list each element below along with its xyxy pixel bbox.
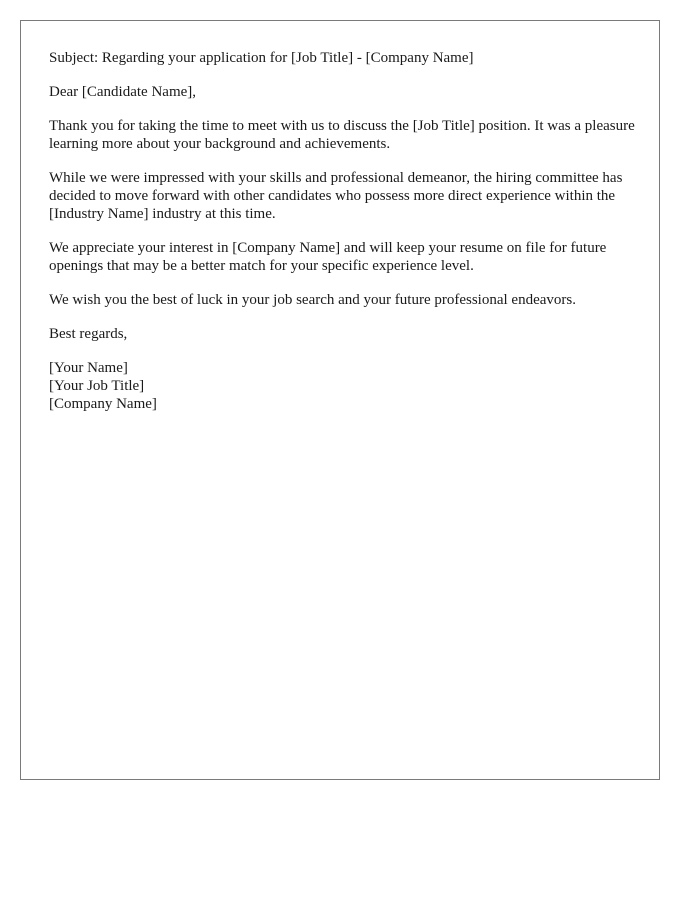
signature-block [49,359,639,413]
letter-subject: Subject: Regarding your application for [Job Title] - [Company Name] [49,50,474,66]
signature-name: [Your Name] [49,360,128,376]
signature-company: [Company Name] [49,396,157,412]
letter-paragraph: We wish you the best of luck in your job search and your future professional endeavors. [49,292,576,308]
letter-paragraph: Thank you for taking the time to meet with us to discuss the [Job Title] position. It was a pleasure learning more about your background and achievements. [49,118,635,152]
letter-greeting: Dear [Candidate Name], [49,84,197,100]
signature-job-title: [Your Job Title] [49,378,145,394]
letter-container [20,20,660,780]
letter-paragraph: We appreciate your interest in [Company Name] and will keep your resume on file for future openings that may be a better match for your specific experience level. [49,240,607,274]
letter-closing: Best regards, [49,326,128,342]
letter-body [49,49,639,413]
letter-paragraph: While we were impressed with your skills and professional demeanor, the hiring committee has decided to move forward with other candidates who possess more direct experience within the [Industry Name] industry at this time. [49,170,623,222]
